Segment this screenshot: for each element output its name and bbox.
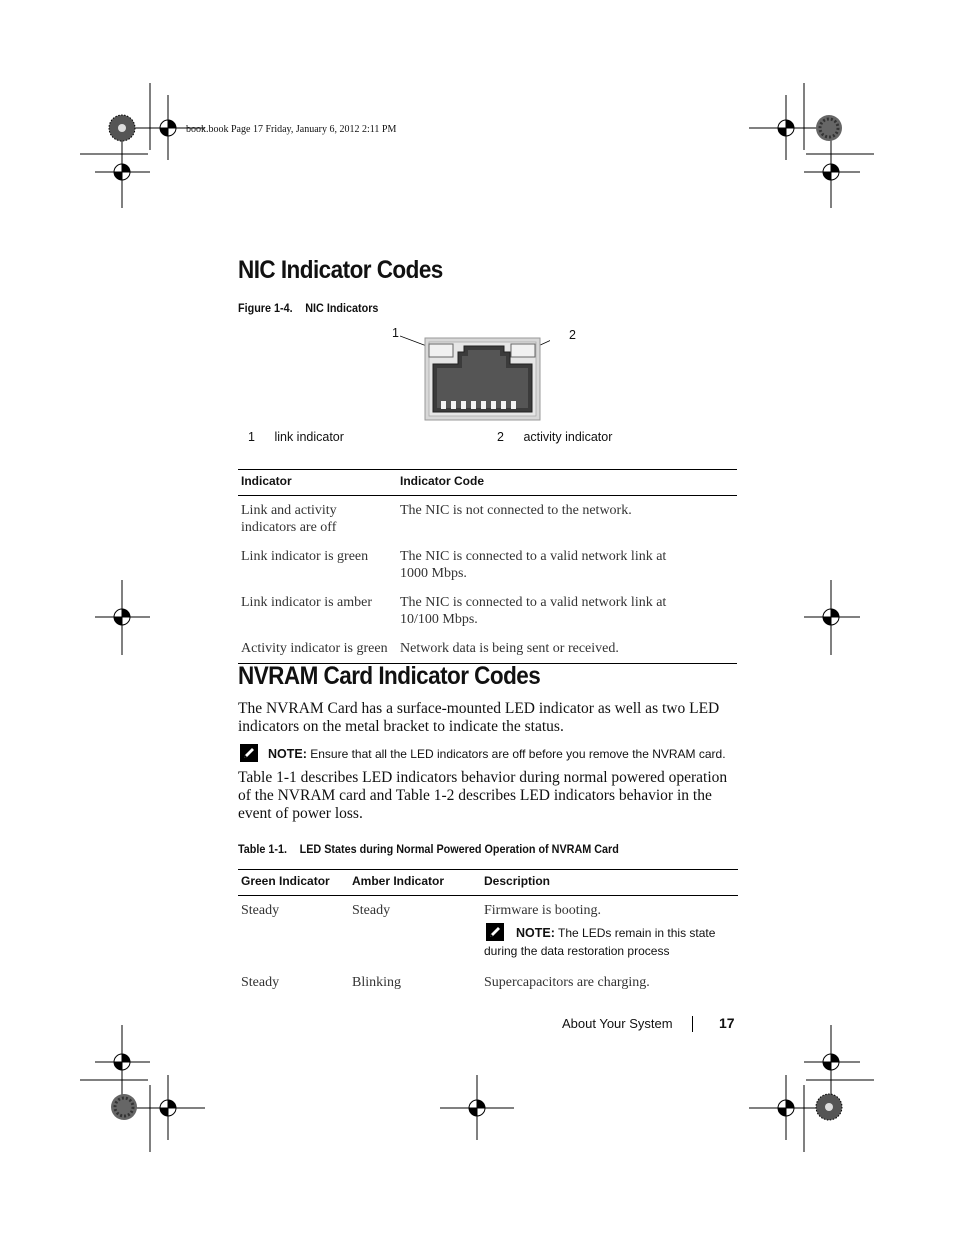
header-green-indicator: Green Indicator (238, 870, 349, 896)
page-number: 17 (719, 1015, 735, 1031)
header-amber-indicator: Amber Indicator (349, 870, 481, 896)
nic-port-illustration (400, 330, 550, 425)
figure-caption (238, 301, 378, 315)
figure-title: NIC Indicators (305, 301, 379, 315)
code-cell: Network data is being sent or received. (397, 636, 737, 664)
nvram-intro-paragraph: The NVRAM Card has a surface-mounted LED indicator as well as two LED indicators on the metal bracket to indicate the status. (238, 700, 720, 735)
nvram-led-table (238, 869, 738, 995)
table-row (238, 636, 737, 664)
inline-note (484, 923, 735, 966)
legend-num: 2 (497, 430, 504, 444)
table-header-row (238, 870, 738, 896)
nvram-section-title: NVRAM Card Indicator Codes (238, 662, 541, 690)
amber-cell: Blinking (352, 975, 402, 990)
legend-label: link indicator (274, 430, 344, 444)
link-led (429, 344, 453, 357)
header-indicator-code: Indicator Code (397, 470, 737, 496)
table-row (238, 590, 737, 636)
code-cell: The NIC is connected to a valid network link at 1000 Mbps. (400, 549, 667, 581)
figure-label: Figure 1-4. (238, 301, 293, 315)
legend-label: activity indicator (523, 430, 613, 444)
amber-cell: Steady (352, 903, 391, 918)
note-label: NOTE: (516, 926, 555, 940)
header-indicator: Indicator (238, 470, 397, 496)
table-title: LED States during Normal Powered Operation of NVRAM Card (299, 842, 619, 856)
print-header: book.book Page 17 Friday, January 6, 2012 2:11 PM (186, 124, 397, 135)
indicator-cell: Activity indicator is green (238, 636, 397, 664)
nvram-description-paragraph: Table 1-1 describes LED indicators behavior during normal powered operation of the NVRAM card and Table 1-2 describes LED indicators behavior in the event of power loss. (238, 769, 728, 822)
callout-1: 1 (392, 326, 399, 340)
indicator-cell: Link indicator is green (241, 549, 369, 564)
table-caption (238, 842, 619, 856)
table-header-row (238, 470, 737, 496)
note-pencil-icon (240, 744, 258, 762)
note-text: The LEDs remain in this state during the data restoration process (484, 926, 716, 958)
nic-indicator-table (238, 469, 737, 664)
indicator-cell: Link and activity indicators are off (241, 503, 337, 535)
legend-num: 1 (248, 430, 255, 444)
description-text: Firmware is booting. (484, 903, 602, 918)
table-row (238, 970, 738, 995)
code-cell: The NIC is not connected to the network. (400, 503, 632, 518)
note-text: Ensure that all the LED indicators are off before you remove the NVRAM card. (310, 747, 726, 761)
description-cell (481, 896, 738, 971)
green-cell: Steady (241, 975, 280, 990)
table-row (238, 544, 737, 590)
table-row (238, 896, 738, 971)
activity-led (511, 344, 535, 357)
indicator-cell: Link indicator is amber (241, 595, 373, 610)
table-label: Table 1-1. (238, 842, 288, 856)
description-cell: Supercapacitors are charging. (484, 975, 650, 990)
nvram-note (240, 744, 726, 762)
table-row (238, 496, 737, 545)
footer-divider (692, 1016, 693, 1032)
legend-item-2 (497, 430, 612, 444)
nic-section-title: NIC Indicator Codes (238, 256, 443, 284)
note-pencil-icon (486, 923, 504, 941)
legend-item-1 (248, 430, 344, 444)
note-label: NOTE: (268, 747, 307, 761)
green-cell: Steady (241, 903, 280, 918)
code-cell: The NIC is connected to a valid network link at 10/100 Mbps. (400, 595, 667, 627)
callout-2: 2 (569, 328, 576, 342)
header-description: Description (481, 870, 738, 896)
footer-section-name: About Your System (562, 1016, 673, 1031)
